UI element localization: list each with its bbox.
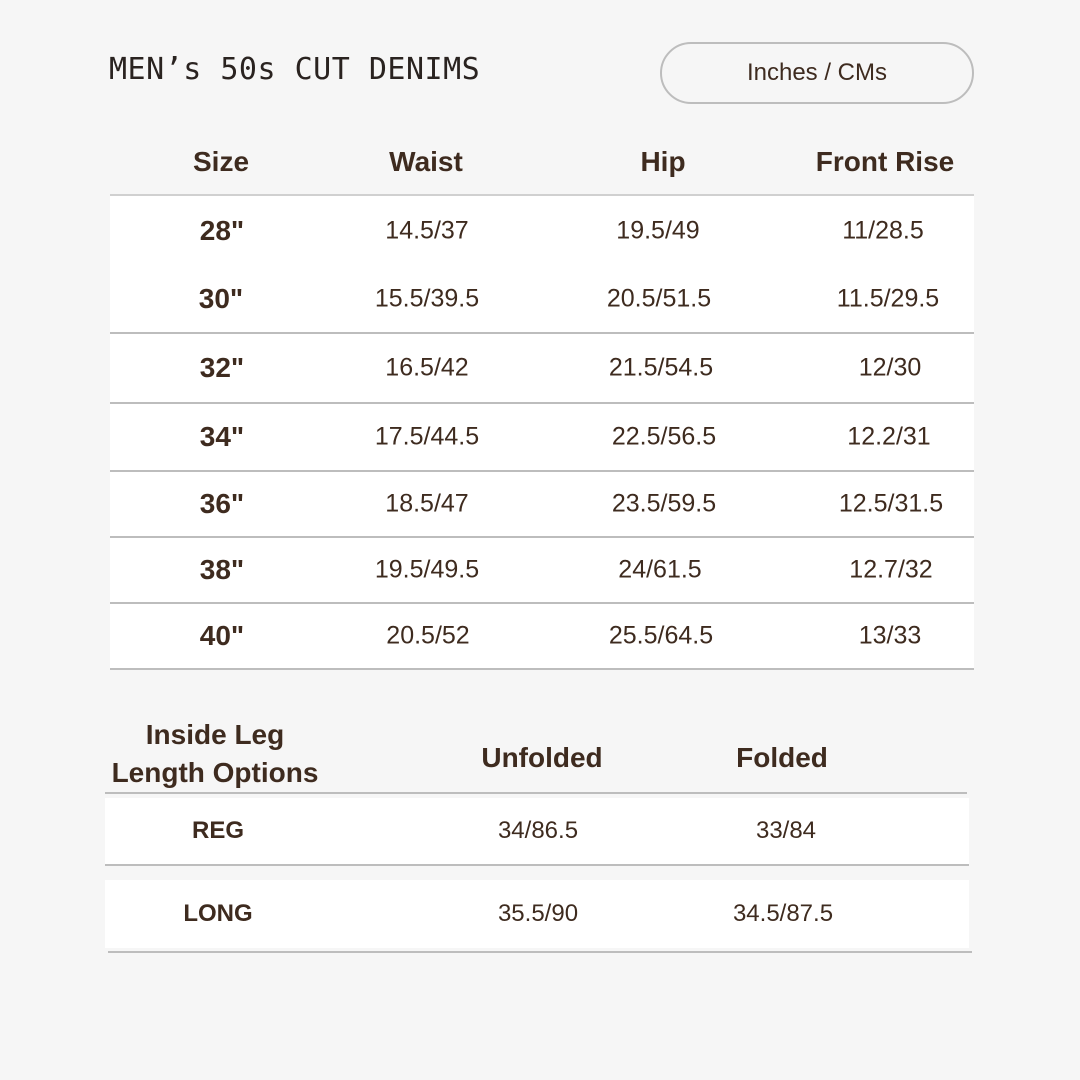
header-inside-leg-line2: Length Options <box>111 757 319 788</box>
waist-cell: 18.5/47 <box>385 489 469 518</box>
header-inside-leg-line1: Inside Leg <box>145 719 285 750</box>
table-row <box>105 880 969 948</box>
waist-cell: 14.5/37 <box>385 216 469 245</box>
unit-toggle-button[interactable]: Inches / CMs <box>660 42 974 104</box>
front-rise-cell: 11/28.5 <box>842 216 924 245</box>
unfolded-cell: 35.5/90 <box>497 900 579 927</box>
header-size: Size <box>192 146 250 177</box>
hip-cell: 19.5/49 <box>616 216 700 245</box>
table-row <box>110 472 974 538</box>
unfolded-cell: 34/86.5 <box>497 817 579 844</box>
hip-cell: 24/61.5 <box>618 555 702 584</box>
front-rise-cell: 12.7/32 <box>849 555 933 584</box>
header-hip: Hip <box>640 146 686 177</box>
hip-cell: 21.5/54.5 <box>608 353 714 382</box>
table-row <box>110 538 974 604</box>
table-row <box>110 266 974 334</box>
header-unfolded: Unfolded <box>481 742 603 773</box>
front-rise-cell: 12.2/31 <box>847 422 931 451</box>
hip-cell: 20.5/51.5 <box>606 284 712 313</box>
hip-cell: 23.5/59.5 <box>611 489 717 518</box>
header-inside-leg <box>105 716 325 792</box>
front-rise-cell: 12.5/31.5 <box>838 489 944 518</box>
waist-cell: 17.5/44.5 <box>374 422 480 451</box>
waist-cell: 19.5/49.5 <box>374 555 480 584</box>
hip-cell: 25.5/64.5 <box>608 621 714 650</box>
header-folded: Folded <box>736 742 828 773</box>
waist-cell: 20.5/52 <box>386 621 470 650</box>
table-row <box>105 798 969 866</box>
folded-cell: 33/84 <box>755 817 817 844</box>
size-cell: 34" <box>199 421 245 452</box>
folded-cell: 34.5/87.5 <box>732 900 834 927</box>
page-title: MEN’s 50s CUT DENIMS <box>109 52 481 87</box>
table-row <box>110 604 974 670</box>
front-rise-cell: 13/33 <box>858 621 922 650</box>
length-option-cell: REG <box>191 817 245 844</box>
table-row <box>110 404 974 472</box>
length-option-cell: LONG <box>183 900 253 927</box>
size-cell: 30" <box>198 283 244 314</box>
hip-cell: 22.5/56.5 <box>611 422 717 451</box>
table-row <box>110 334 974 404</box>
size-cell: 40" <box>199 620 245 651</box>
size-cell: 32" <box>199 352 245 383</box>
table-row <box>110 194 974 268</box>
front-rise-cell: 12/30 <box>858 353 922 382</box>
header-front-rise: Front Rise <box>815 146 955 177</box>
waist-cell: 15.5/39.5 <box>374 284 480 313</box>
waist-cell: 16.5/42 <box>385 353 469 382</box>
divider <box>105 792 967 794</box>
size-cell: 38" <box>199 554 245 585</box>
divider <box>108 951 972 953</box>
header-waist: Waist <box>389 146 463 177</box>
front-rise-cell: 11.5/29.5 <box>836 284 940 313</box>
size-cell: 28" <box>199 215 245 246</box>
size-cell: 36" <box>199 488 245 519</box>
